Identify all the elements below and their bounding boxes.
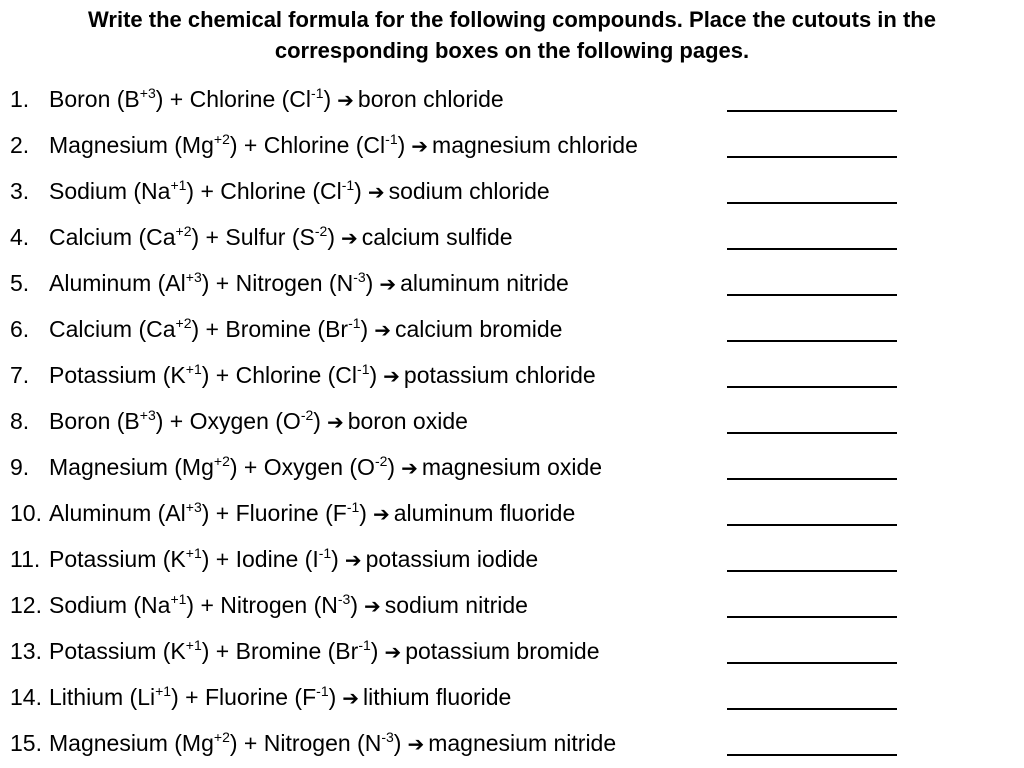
arrow-icon: ➔ — [411, 134, 429, 158]
arrow-icon: ➔ — [337, 88, 354, 112]
list-item — [0, 632, 1024, 678]
close-paren: ) — [365, 270, 374, 296]
element-one: Sodium (Na — [49, 592, 171, 618]
answer-blank[interactable] — [727, 248, 897, 250]
ion-charge-superscript: +1 — [170, 177, 187, 193]
instructions-line-2: corresponding boxes on the following pages. — [274, 38, 750, 63]
ion-charge-superscript: +1 — [170, 591, 187, 607]
reaction-text — [49, 448, 602, 487]
item-number: 13. — [10, 638, 42, 664]
answer-blank[interactable] — [727, 570, 897, 572]
close-paren: ) — [323, 86, 332, 112]
product-name: sodium nitride — [384, 592, 528, 618]
answer-blank[interactable] — [727, 662, 897, 664]
answer-blank[interactable] — [727, 110, 897, 112]
item-number: 12. — [10, 592, 42, 618]
answer-blank[interactable] — [727, 386, 897, 388]
answer-blank[interactable] — [727, 754, 897, 756]
ion-charge-superscript: -1 — [341, 177, 355, 193]
close-paren: ) — [359, 500, 367, 526]
arrow-icon: ➔ — [372, 502, 390, 526]
reaction-text — [49, 540, 538, 579]
reaction-text — [49, 402, 468, 441]
answer-blank[interactable] — [727, 432, 897, 434]
answer-blank[interactable] — [727, 524, 897, 526]
product-name: calcium bromide — [394, 316, 563, 342]
element-two: ) + Oxygen (O — [155, 408, 301, 434]
ion-charge-superscript: +2 — [175, 315, 192, 331]
item-number: 4. — [10, 224, 30, 250]
item-number: 5. — [10, 270, 30, 296]
arrow-icon: ➔ — [384, 640, 402, 664]
list-item — [0, 310, 1024, 356]
answer-blank[interactable] — [727, 478, 897, 480]
arrow-icon: ➔ — [379, 272, 397, 296]
element-one: Boron (B — [49, 408, 140, 434]
product-name: magnesium nitride — [428, 730, 617, 756]
element-two: ) + Bromine (Br — [191, 316, 349, 342]
item-number: 7. — [10, 362, 30, 388]
element-one: Potassium (K — [49, 638, 186, 664]
reaction-text — [49, 724, 616, 763]
list-item — [0, 586, 1024, 632]
reaction-text — [49, 172, 550, 211]
ion-charge-superscript: +3 — [185, 499, 202, 515]
close-paren: ) — [313, 408, 321, 434]
ion-charge-superscript: +3 — [185, 269, 202, 285]
ion-charge-superscript: +1 — [185, 637, 202, 653]
item-number: 10. — [10, 500, 42, 526]
close-paren: ) — [369, 362, 378, 388]
product-name: sodium chloride — [388, 178, 550, 204]
ion-charge-superscript: +1 — [185, 361, 202, 377]
ion-charge-superscript: -1 — [358, 637, 371, 653]
element-one: Potassium (K — [49, 546, 186, 572]
list-item — [0, 724, 1024, 768]
answer-blank[interactable] — [727, 340, 897, 342]
close-paren: ) — [370, 638, 379, 664]
element-two: ) + Oxygen (O — [229, 454, 375, 480]
instructions-line-1: Write the chemical formula for the following compounds. Place the cutouts in the — [88, 7, 936, 32]
list-item — [0, 448, 1024, 494]
compound-list — [0, 80, 1024, 768]
element-two: ) + Nitrogen (N — [186, 592, 338, 618]
product-name: boron chloride — [357, 86, 504, 112]
list-item — [0, 494, 1024, 540]
element-two: ) + Chlorine (Cl — [229, 132, 386, 158]
worksheet-instructions — [0, 4, 1024, 66]
item-number: 14. — [10, 684, 42, 710]
product-name: potassium iodide — [365, 546, 539, 572]
close-paren: ) — [387, 454, 396, 480]
element-one: Lithium (Li — [49, 684, 156, 710]
reaction-text — [49, 356, 596, 395]
arrow-icon: ➔ — [344, 548, 362, 572]
element-one: Magnesium (Mg — [49, 132, 214, 158]
close-paren: ) — [328, 684, 337, 710]
ion-charge-superscript: -2 — [374, 453, 388, 469]
ion-charge-superscript: +2 — [175, 223, 192, 239]
element-one: Magnesium (Mg — [49, 454, 214, 480]
item-number: 3. — [10, 178, 30, 204]
ion-charge-superscript: +2 — [213, 453, 230, 469]
ion-charge-superscript: +2 — [213, 729, 230, 745]
arrow-icon: ➔ — [374, 318, 391, 342]
element-one: Boron (B — [49, 86, 140, 112]
arrow-icon: ➔ — [364, 594, 381, 618]
close-paren: ) — [393, 730, 402, 756]
answer-blank[interactable] — [727, 202, 897, 204]
answer-blank[interactable] — [727, 156, 897, 158]
arrow-icon: ➔ — [401, 456, 418, 480]
element-two: ) + Chlorine (Cl — [186, 178, 342, 204]
element-two: ) + Chlorine (Cl — [201, 362, 358, 388]
ion-charge-superscript: -2 — [314, 223, 328, 239]
item-number: 8. — [10, 408, 30, 434]
item-number: 15. — [10, 730, 42, 756]
answer-blank[interactable] — [727, 616, 897, 618]
ion-charge-superscript: +1 — [185, 545, 202, 561]
element-two: ) + Chlorine (Cl — [155, 86, 312, 112]
element-one: Aluminum (Al — [49, 500, 186, 526]
product-name: calcium sulfide — [361, 224, 513, 250]
ion-charge-superscript: -1 — [311, 85, 324, 101]
item-number: 11. — [10, 546, 41, 572]
ion-charge-superscript: -1 — [346, 499, 360, 515]
product-name: aluminum nitride — [400, 270, 569, 296]
ion-charge-superscript: -1 — [348, 315, 361, 331]
item-number: 2. — [10, 132, 30, 158]
arrow-icon: ➔ — [367, 180, 385, 204]
element-one: Aluminum (Al — [49, 270, 186, 296]
product-name: magnesium chloride — [432, 132, 638, 158]
answer-blank[interactable] — [727, 708, 897, 710]
reaction-text — [49, 80, 504, 119]
ion-charge-superscript: +3 — [139, 85, 156, 101]
product-name: potassium chloride — [403, 362, 596, 388]
element-one: Calcium (Ca — [49, 224, 176, 250]
ion-charge-superscript: -2 — [300, 407, 314, 423]
element-two: ) + Fluorine (F — [171, 684, 317, 710]
ion-charge-superscript: -3 — [353, 269, 366, 285]
product-name: magnesium oxide — [421, 454, 603, 480]
element-one: Potassium (K — [49, 362, 186, 388]
list-item — [0, 80, 1024, 126]
ion-charge-superscript: +2 — [213, 131, 230, 147]
arrow-icon: ➔ — [407, 732, 425, 756]
element-two: ) + Iodine (I — [201, 546, 319, 572]
ion-charge-superscript: -3 — [381, 729, 394, 745]
arrow-icon: ➔ — [342, 686, 360, 710]
element-one: Sodium (Na — [49, 178, 171, 204]
product-name: boron oxide — [347, 408, 468, 434]
ion-charge-superscript: -1 — [385, 131, 398, 147]
ion-charge-superscript: +1 — [155, 683, 172, 699]
reaction-text — [49, 494, 575, 533]
close-paren: ) — [354, 178, 362, 204]
arrow-icon: ➔ — [326, 410, 344, 434]
list-item — [0, 402, 1024, 448]
element-two: ) + Sulfur (S — [191, 224, 315, 250]
reaction-text — [49, 678, 511, 717]
item-number: 1. — [10, 86, 30, 112]
ion-charge-superscript: +3 — [139, 407, 156, 423]
ion-charge-superscript: -1 — [357, 361, 370, 377]
element-one: Calcium (Ca — [49, 316, 176, 342]
reaction-text — [49, 310, 562, 349]
element-two: ) + Bromine (Br — [201, 638, 359, 664]
ion-charge-superscript: -1 — [316, 683, 329, 699]
list-item — [0, 356, 1024, 402]
product-name: aluminum fluoride — [393, 500, 576, 526]
ion-charge-superscript: -1 — [318, 545, 332, 561]
reaction-text — [49, 218, 513, 257]
list-item — [0, 540, 1024, 586]
reaction-text — [49, 586, 528, 625]
element-two: ) + Fluorine (F — [201, 500, 347, 526]
list-item — [0, 218, 1024, 264]
close-paren: ) — [397, 132, 406, 158]
close-paren: ) — [360, 316, 369, 342]
arrow-icon: ➔ — [383, 364, 400, 388]
arrow-icon: ➔ — [340, 226, 358, 250]
element-two: ) + Nitrogen (N — [201, 270, 354, 296]
product-name: potassium bromide — [405, 638, 600, 664]
close-paren: ) — [327, 224, 335, 250]
reaction-text — [49, 632, 600, 671]
element-one: Magnesium (Mg — [49, 730, 214, 756]
close-paren: ) — [350, 592, 358, 618]
item-number: 6. — [10, 316, 30, 342]
element-two: ) + Nitrogen (N — [229, 730, 382, 756]
product-name: lithium fluoride — [363, 684, 512, 710]
answer-blank[interactable] — [727, 294, 897, 296]
reaction-text — [49, 126, 638, 165]
list-item — [0, 678, 1024, 724]
ion-charge-superscript: -3 — [337, 591, 351, 607]
item-number: 9. — [10, 454, 30, 480]
reaction-text — [49, 264, 569, 303]
list-item — [0, 126, 1024, 172]
list-item — [0, 172, 1024, 218]
close-paren: ) — [331, 546, 339, 572]
list-item — [0, 264, 1024, 310]
